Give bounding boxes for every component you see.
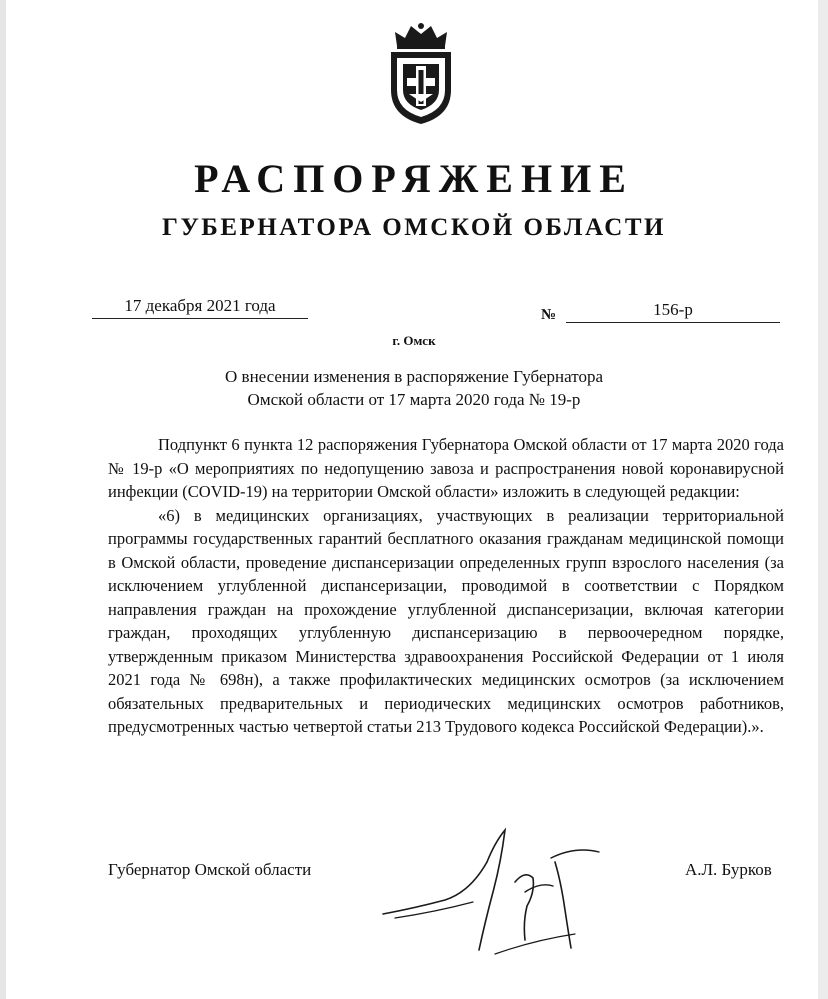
handwritten-signature-icon: [375, 822, 605, 962]
subject-line: Омской области от 17 марта 2020 года № 19-р: [247, 390, 581, 409]
signatory-name: А.Л. Бурков: [685, 860, 772, 879]
document-subject: [0, 365, 828, 411]
body-paragraph: Подпункт 6 пункта 12 распоряжения Губернатора Омской области от 17 марта 2020 года № 19-р «О мероприятиях по недопущению завоза и распространения новой коронавирусной инфекции (COVID-19) на территории Омской области» изложить в следующей редакции:: [108, 435, 784, 501]
document-date: 17 декабря 2021 года: [92, 296, 308, 319]
number-label: №: [541, 307, 557, 323]
coat-of-arms-icon: [383, 20, 459, 128]
document-city: г. Омск: [392, 333, 436, 348]
body-paragraph: «6) в медицинских организациях, участвующих в реализации территориальной программы государственных гарантий бесплатного оказания гражданам медицинской помощи в Омской области, проведение диспансеризации определенных групп взрослого населения (за исключением углубленной диспансеризации, проводимой в соответствии с Порядком направления граждан на прохождение углубленной диспансеризации, включая категории граждан, проходящих углубленную диспансеризацию в первоочередном порядке, утвержденным приказом Министерства здравоохранения Российской Федерации от 1 июля 2021 года № 698н), а также профилактических медицинских осмотров (за исключением обязательных предварительных и периодических медицинских осмотров работников, предусмотренных частью четвертой статьи 213 Трудового кодекса Российской Федерации).».: [108, 505, 784, 736]
document-body: [108, 433, 784, 739]
scan-edge-right: [818, 0, 828, 999]
document-subtitle: ГУБЕРНАТОРА ОМСКОЙ ОБЛАСТИ: [162, 214, 666, 241]
document-number: 156-р: [566, 300, 780, 323]
signatory-position: Губернатор Омской области: [108, 860, 312, 879]
subject-line: О внесении изменения в распоряжение Губернатора: [225, 367, 603, 386]
scan-edge-left: [0, 0, 6, 999]
document-title: РАСПОРЯЖЕНИЕ: [194, 156, 634, 201]
